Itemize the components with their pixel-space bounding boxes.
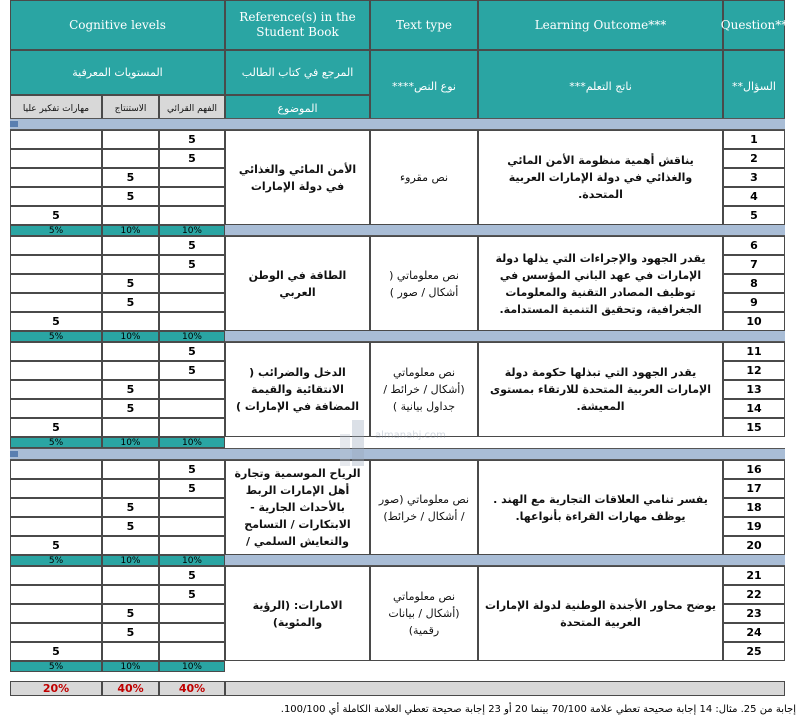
learning-outcome-text: يقدر الجهود والإجراءات التي يذلها دولة الإمارات في عهد الباني المؤسس في توظيف المصادر التقنية والمعلومات الجغرافية، وتحقيق التنمية المستدامة. <box>495 251 706 316</box>
score-cell <box>102 566 159 585</box>
score-value: 5 <box>126 520 135 533</box>
cognitive-levels-ar-header <box>10 50 225 95</box>
score-cell <box>102 623 159 642</box>
question-number-value: 25 <box>746 645 762 658</box>
score-cell <box>10 642 102 661</box>
score-cell <box>102 399 159 418</box>
text-type-cell <box>370 130 478 225</box>
reference-text: الامارات: (الرؤية والمئوية) <box>252 598 343 629</box>
question-number <box>723 293 785 312</box>
footer-note-text: إجابة من 25. مثال: 14 إجابة صحيحة تعطي علامة 70/100 بينما 20 أو 23 إجابة صحيحة تعطي العلامة الكاملة أي 100/100. <box>280 704 796 715</box>
score-cell <box>159 149 225 168</box>
score-cell <box>102 418 159 437</box>
percentage-cell <box>102 331 159 342</box>
score-cell <box>159 342 225 361</box>
question-number <box>723 623 785 642</box>
text-type-text: نص مقروء <box>399 171 449 184</box>
score-value: 5 <box>52 539 60 552</box>
question-number <box>723 274 785 293</box>
question-number <box>723 312 785 331</box>
question-number-value: 23 <box>746 607 762 620</box>
percentage-value: 10% <box>181 437 202 448</box>
learning-outcome-text: يقدر الجهود التي تبذلها حكومة دولة الإمارات العربية المتحدة للارتقاء بمستوى المعيشة. <box>490 366 711 413</box>
question-ar-header <box>723 50 785 122</box>
score-cell <box>159 536 225 555</box>
cognitive-levels-header <box>10 0 225 50</box>
score-cell <box>159 399 225 418</box>
score-cell <box>10 460 102 479</box>
score-cell <box>10 399 102 418</box>
question-ar: **السؤال <box>732 79 776 93</box>
question-number <box>723 361 785 380</box>
score-cell <box>10 187 102 206</box>
question-number-value: 2 <box>750 152 758 165</box>
question-number-value: 9 <box>750 296 758 309</box>
score-value: 5 <box>188 239 196 252</box>
percentage-value: 10% <box>120 555 141 566</box>
score-value: 5 <box>126 296 135 309</box>
question-number <box>723 642 785 661</box>
score-value: 5 <box>126 277 135 290</box>
question-number-value: 17 <box>746 482 762 495</box>
percentage-value: 5% <box>48 661 64 672</box>
score-value: 5 <box>52 645 60 658</box>
total-inference <box>102 681 159 696</box>
score-cell <box>10 418 102 437</box>
score-value: 5 <box>188 364 196 377</box>
score-cell <box>159 517 225 536</box>
percentage-cell <box>10 437 102 448</box>
text-type-cell <box>370 460 478 555</box>
watermark-text: almanahj.com <box>375 430 446 441</box>
percentage-cell <box>102 437 159 448</box>
question-number <box>723 517 785 536</box>
score-cell <box>159 479 225 498</box>
score-value: 5 <box>188 482 196 495</box>
score-cell <box>159 460 225 479</box>
question-en: Question** <box>720 17 788 32</box>
score-cell <box>10 236 102 255</box>
score-cell <box>102 206 159 225</box>
percentage-cell <box>159 437 225 448</box>
total-literal <box>159 681 225 696</box>
percentage-value: 10% <box>181 225 202 236</box>
score-cell <box>102 460 159 479</box>
text-type-cell <box>370 566 478 661</box>
score-cell <box>10 274 102 293</box>
question-number <box>723 479 785 498</box>
percentage-cell <box>159 331 225 342</box>
totals-filler <box>225 681 785 696</box>
score-cell <box>159 361 225 380</box>
score-cell <box>10 342 102 361</box>
question-header <box>720 0 788 50</box>
question-number-value: 6 <box>750 239 758 252</box>
score-value: 5 <box>188 258 196 271</box>
question-number <box>723 255 785 274</box>
score-cell <box>10 623 102 642</box>
percentage-cell <box>10 555 102 566</box>
footer-note <box>0 701 800 719</box>
score-cell <box>102 536 159 555</box>
percentage-cell <box>102 555 159 566</box>
score-cell <box>10 536 102 555</box>
question-number <box>723 380 785 399</box>
score-cell <box>10 517 102 536</box>
percentage-value: 10% <box>120 331 141 342</box>
score-cell <box>159 418 225 437</box>
percentage-cell <box>159 555 225 566</box>
reference-ar-header <box>225 50 370 95</box>
score-cell <box>102 517 159 536</box>
learning-outcome-cell <box>478 460 723 555</box>
score-value: 5 <box>188 463 196 476</box>
question-number <box>723 536 785 555</box>
separator-marker <box>10 121 18 127</box>
question-number-value: 14 <box>746 402 762 415</box>
question-number <box>723 604 785 623</box>
score-cell <box>102 149 159 168</box>
text-type-text: نص معلوماتي ( أشكال / صور ) <box>389 268 459 299</box>
score-cell <box>159 187 225 206</box>
score-cell <box>159 585 225 604</box>
percentage-value: 10% <box>181 331 202 342</box>
literal-comprehension-label: الفهم القرائي <box>166 103 218 114</box>
question-number-value: 21 <box>746 569 762 582</box>
score-cell <box>159 642 225 661</box>
score-value: 5 <box>126 402 135 415</box>
reference-text: الأمن المائي والغذائي في دولة الإمارات <box>238 162 357 193</box>
reference-cell <box>225 342 370 437</box>
percentage-value: 10% <box>120 225 141 236</box>
score-value: 5 <box>52 315 60 328</box>
separator-marker <box>10 451 18 457</box>
score-cell <box>159 130 225 149</box>
score-cell <box>102 642 159 661</box>
learning-outcome-cell <box>478 130 723 225</box>
percentage-value: 5% <box>48 555 64 566</box>
percentage-cell <box>10 331 102 342</box>
score-cell <box>102 342 159 361</box>
score-value: 5 <box>126 607 135 620</box>
score-value: 5 <box>188 345 196 358</box>
topic-label: الموضوع <box>277 102 318 115</box>
learning-outcome-cell <box>478 342 723 437</box>
score-value: 5 <box>52 421 60 434</box>
cognitive-levels-en: Cognitive levels <box>69 17 166 32</box>
inference-label: الاستنتاج <box>114 103 147 114</box>
question-number-value: 12 <box>746 364 762 377</box>
score-cell <box>159 380 225 399</box>
reference-text: الدخل والضرائب ( الانتقائية والقيمة المضافة في الإمارات ) <box>235 366 360 413</box>
question-number-value: 5 <box>750 209 758 222</box>
text-type-ar-header <box>370 50 478 122</box>
reference-cell <box>225 236 370 331</box>
reference-ar: المرجع في كتاب الطالب <box>241 66 354 79</box>
percentage-cell <box>102 661 159 672</box>
learning-outcome-header <box>478 0 723 50</box>
cognitive-levels-ar: المستويات المعرفية <box>72 66 163 79</box>
score-cell <box>159 236 225 255</box>
question-number-value: 13 <box>746 383 762 396</box>
score-cell <box>10 168 102 187</box>
question-number-value: 11 <box>746 345 762 358</box>
reference-en-line1: Reference(s) in the <box>239 10 356 24</box>
score-cell <box>102 312 159 331</box>
higher-thinking-label: مهارات تفكير عليا <box>22 103 90 114</box>
score-cell <box>10 604 102 623</box>
score-cell <box>102 479 159 498</box>
score-cell <box>10 312 102 331</box>
score-cell <box>159 274 225 293</box>
reference-en-line2: Student Book <box>256 25 339 39</box>
score-cell <box>10 361 102 380</box>
question-number <box>723 206 785 225</box>
reference-header <box>225 0 370 50</box>
question-number <box>723 399 785 418</box>
question-number <box>723 460 785 479</box>
reference-cell <box>225 566 370 661</box>
learning-outcome-cell <box>478 566 723 661</box>
score-cell <box>102 604 159 623</box>
score-value: 5 <box>126 501 135 514</box>
score-cell <box>102 293 159 312</box>
score-cell <box>10 255 102 274</box>
score-value: 5 <box>52 209 60 222</box>
score-cell <box>10 130 102 149</box>
score-cell <box>10 566 102 585</box>
learning-outcome-text: يناقش أهمية منظومة الأمن المائي والغذائي في دولة الإمارات العربية المتحدة. <box>507 154 694 201</box>
total-literal-value: 40% <box>178 682 206 695</box>
score-cell <box>159 255 225 274</box>
question-number-value: 20 <box>746 539 762 552</box>
score-value: 5 <box>188 152 196 165</box>
score-cell <box>159 566 225 585</box>
reference-cell <box>225 130 370 225</box>
score-cell <box>159 604 225 623</box>
section-separator <box>10 118 785 130</box>
text-type-text: نص معلوماتي (أشكال / خرائط / جداول بيانية ) <box>383 366 465 413</box>
percentage-cell <box>102 225 159 236</box>
question-number <box>723 585 785 604</box>
score-cell <box>159 293 225 312</box>
score-value: 5 <box>188 588 196 601</box>
question-number-value: 4 <box>750 190 758 203</box>
question-number <box>723 149 785 168</box>
question-number-value: 19 <box>746 520 762 533</box>
percentage-value: 5% <box>48 225 64 236</box>
question-number-value: 22 <box>746 588 762 601</box>
learning-outcome-text: يوضح محاور الأجندة الوطنية لدولة الإمارات العربية المتحدة <box>485 598 716 629</box>
score-cell <box>10 498 102 517</box>
score-cell <box>159 168 225 187</box>
percentage-value: 10% <box>181 661 202 672</box>
learning-outcome-text: يفسر تنامي العلاقات التجارية مع الهند . يوظف مهارات القراءة بأنواعها. <box>493 492 708 523</box>
question-number-value: 16 <box>746 463 762 476</box>
learning-outcome-ar-header <box>478 50 723 122</box>
score-cell <box>102 130 159 149</box>
question-number <box>723 498 785 517</box>
score-value: 5 <box>126 171 135 184</box>
learning-outcome-en: Learning Outcome*** <box>534 17 667 32</box>
text-type-header <box>370 0 478 50</box>
percentage-cell <box>159 661 225 672</box>
score-cell <box>10 293 102 312</box>
score-cell <box>10 479 102 498</box>
text-type-en: Text type <box>396 17 452 32</box>
score-cell <box>159 206 225 225</box>
total-higher-thinking <box>10 681 102 696</box>
text-type-ar: ****نوع النص <box>391 79 456 93</box>
score-value: 5 <box>188 569 196 582</box>
question-number <box>723 168 785 187</box>
score-value: 5 <box>126 383 135 396</box>
question-number-value: 1 <box>750 133 758 146</box>
score-cell <box>102 236 159 255</box>
question-number-value: 10 <box>746 315 762 328</box>
score-cell <box>102 498 159 517</box>
score-cell <box>102 380 159 399</box>
score-value: 5 <box>188 133 196 146</box>
percentage-cell <box>10 661 102 672</box>
question-number <box>723 187 785 206</box>
score-cell <box>102 187 159 206</box>
question-number-value: 15 <box>746 421 762 434</box>
score-cell <box>102 585 159 604</box>
percentage-value: 10% <box>120 437 141 448</box>
question-number-value: 24 <box>746 626 762 639</box>
question-number <box>723 130 785 149</box>
question-number-value: 3 <box>750 171 758 184</box>
question-number-value: 7 <box>750 258 758 271</box>
score-cell <box>10 380 102 399</box>
score-cell <box>10 149 102 168</box>
score-cell <box>10 206 102 225</box>
total-inference-value: 40% <box>117 682 144 695</box>
text-type-cell <box>370 236 478 331</box>
score-cell <box>159 312 225 331</box>
score-cell <box>10 585 102 604</box>
score-cell <box>159 623 225 642</box>
question-number <box>723 566 785 585</box>
score-cell <box>102 274 159 293</box>
section-separator <box>10 448 785 460</box>
score-value: 5 <box>126 190 135 203</box>
percentage-value: 10% <box>181 555 202 566</box>
percentage-value: 5% <box>48 331 64 342</box>
reference-text: الطاقة في الوطن العربي <box>248 268 347 299</box>
question-number <box>723 418 785 437</box>
percentage-value: 5% <box>48 437 64 448</box>
score-cell <box>102 361 159 380</box>
percentage-cell <box>159 225 225 236</box>
question-number <box>723 236 785 255</box>
reference-cell <box>225 460 370 555</box>
score-cell <box>102 168 159 187</box>
text-type-cell <box>370 342 478 437</box>
text-type-text: نص معلوماتي (صور / أشكال / خرائط) <box>378 492 470 523</box>
percentage-cell <box>10 225 102 236</box>
learning-outcome-cell <box>478 236 723 331</box>
question-number <box>723 342 785 361</box>
text-type-text: نص معلوماتي (أشكال / بيانات رقمية) <box>388 590 460 637</box>
total-higher-thinking-value: 20% <box>42 682 70 695</box>
score-value: 5 <box>126 626 135 639</box>
question-number-value: 18 <box>746 501 762 514</box>
score-cell <box>102 255 159 274</box>
learning-outcome-ar: ***ناتج التعلم <box>569 79 632 93</box>
percentage-value: 10% <box>120 661 141 672</box>
score-cell <box>159 498 225 517</box>
reference-text: الرياح الموسمية وتجارة أهل الإمارات الربط بالأحداث الجارية - الابتكارات / التسامح والتعايش السلمي / <box>234 467 361 548</box>
question-number-value: 8 <box>750 277 758 290</box>
